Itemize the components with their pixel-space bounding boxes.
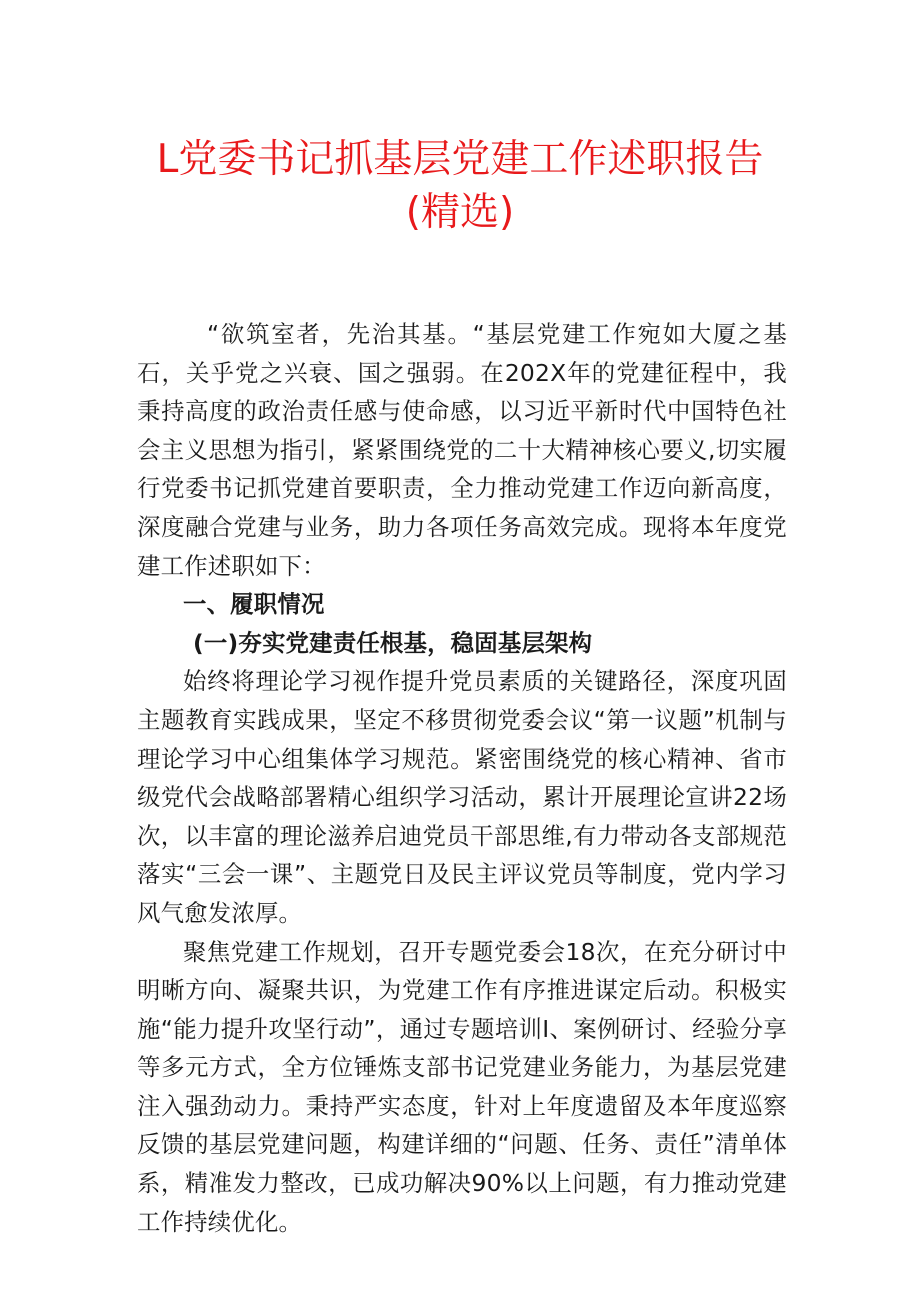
body-paragraph: 始终将理论学习视作提升党员素质的关键路径，深度巩固主题教育实践成果，坚定不移贯彻党委会议“第一议题”机制与理论学习中心组集体学习规范。紧密围绕党的核心精神、省市级党代会战略部署精心组织学习活动，累计开展理论宣讲22场次，以丰富的理论滋养启迪党员干部思维,有力带动各支部规范落实“三会一课”、主题党日及民主评议党员等制度，党内学习风气愈发浓厚。 xyxy=(137,667,787,927)
document-subtitle: (精选) xyxy=(405,190,515,235)
body-paragraph: 聚焦党建工作规划，召开专题党委会18次，在充分研讨中明晰方向、凝聚共识，为党建工作有序推进谋定后动。积极实施“能力提升攻坚行动”，通过专题培训I、案例研讨、经验分享等多元方式，全方位锤炼支部书记党建业务能力，为基层党建注入强劲动力。秉持严实态度，针对上年度遗留及本年度巡察反馈的基层党建问题，构建详细的“问题、任务、责任”清单体系，精准发力整改，已成功解决90%以上问题，有力推动党建工作持续优化。 xyxy=(137,937,787,1236)
document-title: L党委书记抓基层党建工作述职报告 xyxy=(156,137,764,182)
subsection-heading: (一)夯实党建责任根基，稳固基层架构 xyxy=(193,628,593,657)
document-body xyxy=(137,315,787,1241)
intro-paragraph: “欲筑室者，先治其基。“基层党建工作宛如大厦之基石，关乎党之兴衰、国之强弱。在202X年的党建征程中，我秉持高度的政治责任感与使命感，以习近平新时代中国特色社会主义思想为指引，紧紧围绕党的二十大精神核心要义,切实履行党委书记抓党建首要职责，全力推动党建工作迈向新高度，深度融合党建与业务，助力各项任务高效完成。现将本年度党建工作述职如下： xyxy=(137,320,787,580)
section-heading: 一、履职情况 xyxy=(183,590,325,619)
